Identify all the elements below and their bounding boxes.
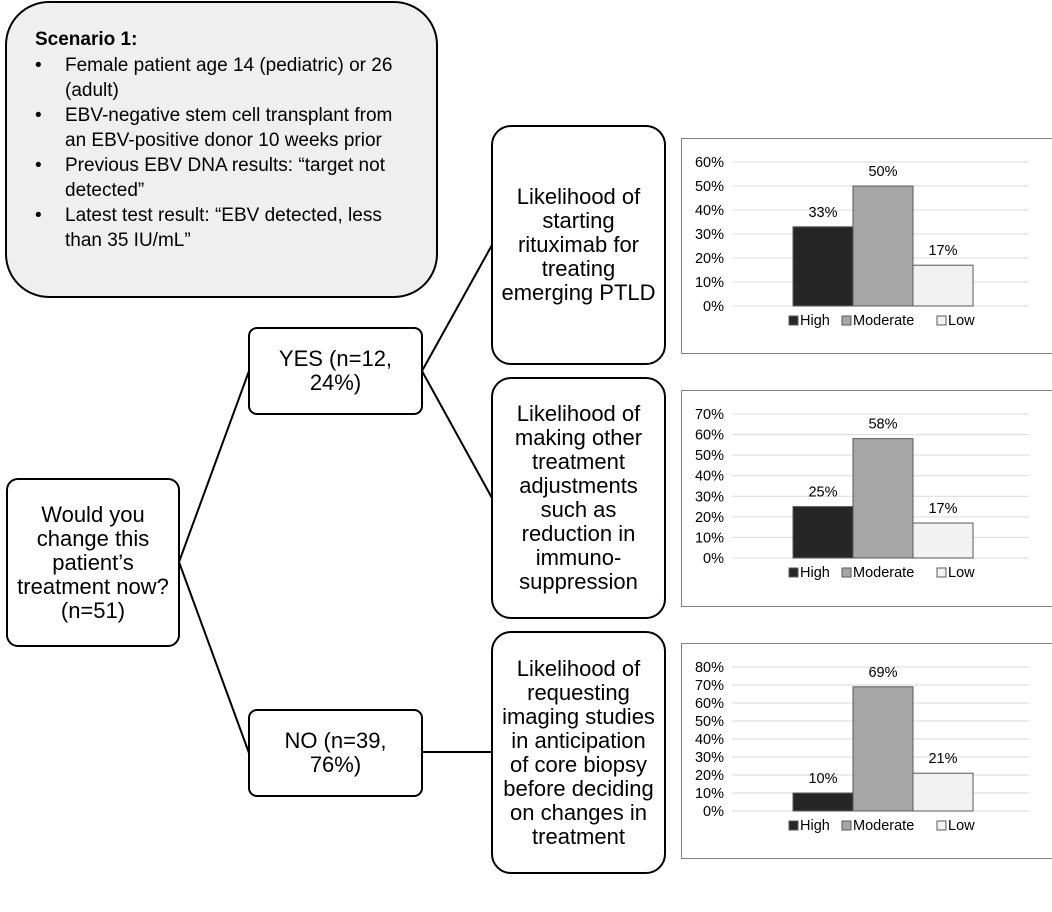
y-tick-label: 0% <box>703 551 724 567</box>
likelihood-line: imaging studies <box>502 703 655 729</box>
data-label-low: 17% <box>928 501 958 518</box>
yes-answer-box <box>248 327 423 415</box>
likelihood-line: before deciding <box>503 775 654 801</box>
chart-frame-rituximab <box>681 138 1052 354</box>
y-tick-label: 10% <box>694 530 724 547</box>
question-line: change this <box>36 525 150 551</box>
data-label-high: 33% <box>808 204 838 221</box>
bullet-glyph: • <box>35 105 42 126</box>
answer-line: 24%) <box>309 370 362 395</box>
y-tick-label: 10% <box>694 275 724 291</box>
question-line: treatment now? <box>17 573 169 599</box>
data-label-high: 10% <box>808 771 838 787</box>
chart-frame-imaging <box>681 643 1052 859</box>
legend-label-moderate: Moderate <box>853 565 915 581</box>
question-text <box>17 503 169 623</box>
likelihood-text <box>501 185 655 305</box>
bullet-glyph: • <box>35 155 42 176</box>
bar-moderate <box>853 439 913 558</box>
legend-label-moderate: Moderate <box>853 818 915 834</box>
likelihood-line: immuno- <box>535 545 622 570</box>
y-tick-label: 20% <box>694 509 724 526</box>
likelihood-line: treating <box>541 256 616 281</box>
likelihood-line: rituximab for <box>517 232 640 257</box>
y-tick-label: 40% <box>694 468 724 485</box>
likelihood-line: of core biopsy <box>510 751 647 777</box>
likelihood-line: treatment <box>532 823 625 849</box>
legend-swatch-high <box>789 821 798 830</box>
likelihood-line: making other <box>514 425 643 450</box>
likelihood-line: Likelihood of <box>516 655 641 681</box>
y-tick-label: 70% <box>694 678 724 694</box>
legend-label-high: High <box>800 313 830 329</box>
no-answer-box <box>248 709 423 797</box>
legend-label-low: Low <box>948 565 975 581</box>
scenario-item <box>35 103 416 153</box>
likelihood-text <box>502 657 655 849</box>
y-tick-label: 70% <box>694 407 724 423</box>
likelihood-line: Likelihood of <box>516 401 641 426</box>
scenario-item <box>35 53 416 103</box>
scenario-item <box>35 153 416 203</box>
data-label-low: 17% <box>928 243 958 260</box>
likelihood-line: starting <box>542 208 615 233</box>
bar-chart-adjustments <box>682 391 1052 606</box>
y-tick-label: 10% <box>694 786 724 802</box>
legend-label-moderate: Moderate <box>853 313 915 329</box>
legend-swatch-moderate <box>842 821 851 830</box>
legend-swatch-low <box>937 316 946 325</box>
likelihood-line: in anticipation <box>511 727 646 753</box>
legend-label-low: Low <box>948 818 975 834</box>
scenario-item-text: Latest test result: “EBV detected, less than 35 IU/mL” <box>65 205 382 251</box>
scenario-item-text: EBV-negative stem cell transplant from an EBV-positive donor 10 weeks prior <box>65 105 393 151</box>
likelihood-line: requesting <box>527 679 630 705</box>
data-label-moderate: 69% <box>868 664 898 681</box>
scenario-item-text: Previous EBV DNA results: “target not detected” <box>65 155 385 201</box>
legend-label-low: Low <box>948 313 975 329</box>
y-tick-label: 40% <box>694 203 724 219</box>
bar-chart-imaging <box>682 644 1052 858</box>
bar-high <box>793 507 853 558</box>
bullet-glyph: • <box>35 55 42 76</box>
likelihood-line: emerging PTLD <box>501 280 656 305</box>
y-tick-label: 60% <box>694 427 724 444</box>
data-label-moderate: 58% <box>868 416 898 433</box>
legend-swatch-high <box>789 316 798 325</box>
scenario-box <box>5 1 438 298</box>
question-line: patient’s <box>52 549 134 575</box>
legend-swatch-low <box>937 821 946 830</box>
y-tick-label: 60% <box>694 155 724 171</box>
legend-swatch-low <box>937 568 946 577</box>
likelihood-line: on changes in <box>510 799 647 825</box>
likelihood-line: suppression <box>519 569 638 594</box>
scenario-item-text: Female patient age 14 (pediatric) or 26 (adult) <box>65 55 393 101</box>
connector-question-no <box>179 562 249 753</box>
connector-yes-likelihood-2 <box>422 371 492 498</box>
y-tick-label: 50% <box>694 714 724 730</box>
likelihood-line: reduction in <box>521 521 636 546</box>
legend-swatch-high <box>789 568 798 577</box>
data-label-low: 21% <box>928 751 958 768</box>
bar-moderate <box>853 186 913 306</box>
bar-high <box>793 227 853 306</box>
likelihood-box-imaging <box>491 631 666 874</box>
y-tick-label: 50% <box>694 179 724 195</box>
y-tick-label: 0% <box>703 299 724 315</box>
answer-line: YES (n=12, <box>278 346 393 371</box>
likelihood-box-adjustments <box>491 377 666 619</box>
scenario-list <box>35 53 416 253</box>
y-tick-label: 0% <box>703 804 724 820</box>
scenario-title: Scenario 1: <box>35 29 138 50</box>
question-line: (n=51) <box>60 597 126 623</box>
chart-frame-adjustments <box>681 390 1052 607</box>
bar-chart-rituximab <box>682 139 1052 353</box>
y-tick-label: 30% <box>694 750 724 766</box>
question-line: Would you <box>41 501 145 527</box>
scenario-item <box>35 203 416 253</box>
bar-moderate <box>853 687 913 811</box>
no-answer-text <box>284 729 386 777</box>
y-tick-label: 80% <box>694 660 724 676</box>
y-tick-label: 20% <box>694 768 724 784</box>
y-tick-label: 60% <box>694 696 724 712</box>
likelihood-box-rituximab <box>491 125 666 365</box>
answer-line: NO (n=39, <box>284 728 387 753</box>
yes-answer-text <box>279 347 392 395</box>
likelihood-text <box>515 402 642 594</box>
answer-line: 76%) <box>309 752 362 777</box>
question-box <box>6 478 180 647</box>
likelihood-line: such as <box>540 497 617 522</box>
y-tick-label: 50% <box>694 448 724 465</box>
bullet-glyph: • <box>35 205 42 226</box>
bar-low <box>913 523 973 558</box>
connector-question-yes <box>179 371 249 562</box>
likelihood-line: treatment <box>532 449 625 474</box>
y-tick-label: 40% <box>694 732 724 748</box>
likelihood-line: Likelihood of <box>516 184 641 209</box>
data-label-high: 25% <box>808 484 838 501</box>
y-tick-label: 20% <box>694 251 724 267</box>
bar-low <box>913 773 973 811</box>
legend-swatch-moderate <box>842 316 851 325</box>
data-label-moderate: 50% <box>868 164 898 180</box>
bar-high <box>793 793 853 811</box>
y-tick-label: 30% <box>694 489 724 506</box>
bar-low <box>913 265 973 306</box>
likelihood-line: adjustments <box>519 473 638 498</box>
legend-label-high: High <box>800 818 830 834</box>
y-tick-label: 30% <box>694 227 724 243</box>
legend-label-high: High <box>800 565 830 581</box>
legend-swatch-moderate <box>842 568 851 577</box>
